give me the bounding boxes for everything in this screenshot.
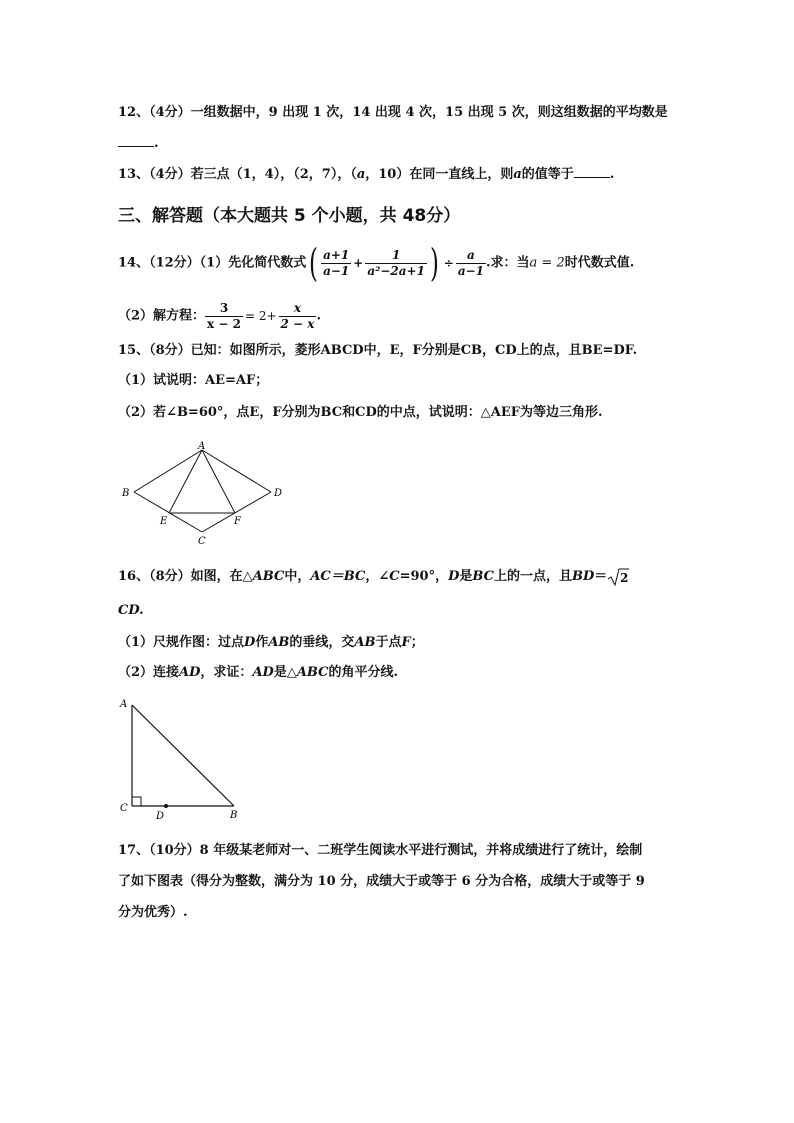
q16-text-a: 16、（8分）如图，在△ [118, 569, 253, 584]
eq-period: . [316, 308, 321, 324]
label-c: C [198, 536, 206, 547]
q16-d-var: D [448, 569, 460, 584]
q16-text-c: ，∠ [365, 569, 390, 584]
q13-var-a2: a [513, 167, 522, 182]
q13-var-a: a [356, 167, 366, 182]
frac2-numerator: 1 [391, 247, 401, 262]
rhombus-figure [118, 440, 298, 550]
eq-frac1-denominator: x − 2 [207, 316, 241, 331]
label-a: A [198, 441, 206, 452]
eq-frac2 [279, 301, 317, 332]
left-paren: ( [309, 241, 319, 285]
sqrt-value: 2 [620, 570, 629, 585]
q16-l4-abc: ABC [296, 665, 329, 680]
q16-abc: ABC [252, 569, 285, 584]
q13-text-c: 的值等于 [521, 167, 574, 182]
q14-frac2 [365, 248, 427, 279]
frac3-denominator: a−1 [457, 263, 485, 278]
q16-l4-a: （2）连接 [118, 665, 180, 680]
q16-l4-b: ，求证： [200, 665, 253, 680]
right-angle-mark [132, 797, 141, 806]
q16-line4 [118, 664, 398, 682]
q16-bd-var: BD [571, 569, 595, 584]
q16-line3 [118, 634, 424, 652]
q17-line2: 了如下图表（得分为整数，满分为 10 分，成绩大于或等于 6 分为合格，成绩大于或等于 9 [118, 874, 645, 889]
q16-l3-end: ； [410, 635, 424, 650]
section-title: 三、解答题（本大题共 5 个小题，共 48分） [118, 206, 461, 226]
segment-ae [169, 450, 202, 513]
q13-answer-blank [574, 165, 610, 178]
label-c: C [120, 803, 128, 814]
frac2-denominator: a²−2a+1 [367, 263, 425, 278]
frac1-numerator: a+1 [323, 247, 350, 262]
frac3-numerator: a [467, 247, 475, 262]
q16-l4-ad2: AD [252, 665, 274, 680]
q16-text-g: ＝ [594, 569, 608, 584]
q16-c-var: C [389, 569, 400, 584]
q12-period: . [154, 136, 159, 151]
eq-frac1 [205, 301, 243, 332]
q17-line1: 17、（10分）8 年级某老师对一、二班学生阅读水平进行测试，并将成绩进行了统计，绘制 [118, 843, 643, 858]
label-e: E [160, 516, 168, 527]
triangle-figure [116, 695, 246, 823]
eq-frac2-numerator: x [293, 300, 302, 315]
q16-l4-c: 是△ [273, 665, 297, 680]
side-ab [132, 705, 234, 806]
q13-line [118, 165, 614, 184]
q12-text: 12、（4分）一组数据中，9 出现 1 次，14 出现 4 次，15 出现 5 次，则这组数据的平均数是 [118, 105, 668, 120]
frac1-denominator: a−1 [323, 263, 350, 278]
q12-line1 [118, 104, 668, 122]
q15-line3: （2）若∠B=60°，点E，F分别为BC和CD的中点，试说明：△AEF为等边三角形. [118, 405, 603, 420]
eq-frac2-denominator: 2 − x [280, 316, 315, 331]
q14-frac3 [456, 248, 486, 279]
side-ab [134, 450, 202, 492]
q16-l3-e: 于点 [375, 635, 402, 650]
q16-l4-d: 的角平分线. [328, 665, 399, 680]
q15-line2: （1）试说明：AE=AF； [118, 373, 269, 388]
label-b: B [230, 810, 238, 821]
q16-line1 [118, 566, 629, 588]
q17-line3: 分为优秀）. [118, 905, 188, 920]
q15-line1: 15、（8分）已知：如图所示，菱形ABCD中，E，F分别是CB，CD上的点，且BE=DF. [118, 343, 638, 358]
q13-period: . [609, 167, 615, 182]
label-f: F [234, 516, 241, 527]
q16-l4-ad: AD [179, 665, 201, 680]
q16-text-f: 上的一点，且 [493, 569, 572, 584]
q16-ac-eq-bc: AC＝BC [310, 569, 366, 584]
q16-l3-f: F [401, 635, 411, 650]
q14-suffix-b: 时代数式值. [564, 255, 635, 271]
label-a: A [120, 699, 128, 710]
q16-l3-ab: AB [268, 635, 290, 650]
q16-text-d: =90°， [399, 569, 449, 584]
point-d [164, 804, 168, 808]
side-ad [202, 450, 271, 492]
q16-bc-var: BC [472, 569, 494, 584]
q12-line2 [118, 134, 159, 153]
q16-line2: CD. [118, 603, 144, 618]
label-b: B [122, 488, 130, 499]
q14-condition: a = 2 [529, 255, 565, 271]
q16-l3-a: （1）尺规作图：过点 [118, 635, 245, 650]
segment-af [202, 450, 235, 513]
q14-suffix-a: .求：当 [486, 255, 530, 271]
q16-l3-d: D [244, 635, 256, 650]
q16-text-b: 中， [284, 569, 311, 584]
side-bc [134, 492, 202, 532]
plus-sign: + [353, 256, 364, 270]
q14-frac1 [321, 248, 351, 279]
label-d: D [274, 488, 283, 499]
q13-text-b: ，10）在同一直线上，则 [365, 167, 514, 182]
right-paren: ) [429, 241, 439, 285]
q16-l3-ab2: AB [354, 635, 376, 650]
q16-l3-c: 的垂线，交 [289, 635, 355, 650]
q14-line1 [118, 240, 634, 287]
eq-frac1-numerator: 3 [219, 300, 229, 315]
q13-text-a: 13、（4分）若三点（1，4），（2，7），（ [118, 167, 357, 182]
sqrt-symbol [607, 567, 629, 587]
label-d: D [156, 811, 165, 822]
q14-prefix: 14、（12分）（1）先化简代数式 [118, 255, 307, 271]
q14-line2 [118, 296, 321, 337]
q12-answer-blank [118, 134, 154, 147]
q16-l3-b: 作 [255, 635, 269, 650]
divide-sign: ÷ [443, 256, 454, 270]
q16-text-e: 是 [459, 569, 473, 584]
q14-part2-prefix: （2）解方程： [118, 308, 206, 324]
eq-middle: = 2+ [244, 309, 277, 323]
